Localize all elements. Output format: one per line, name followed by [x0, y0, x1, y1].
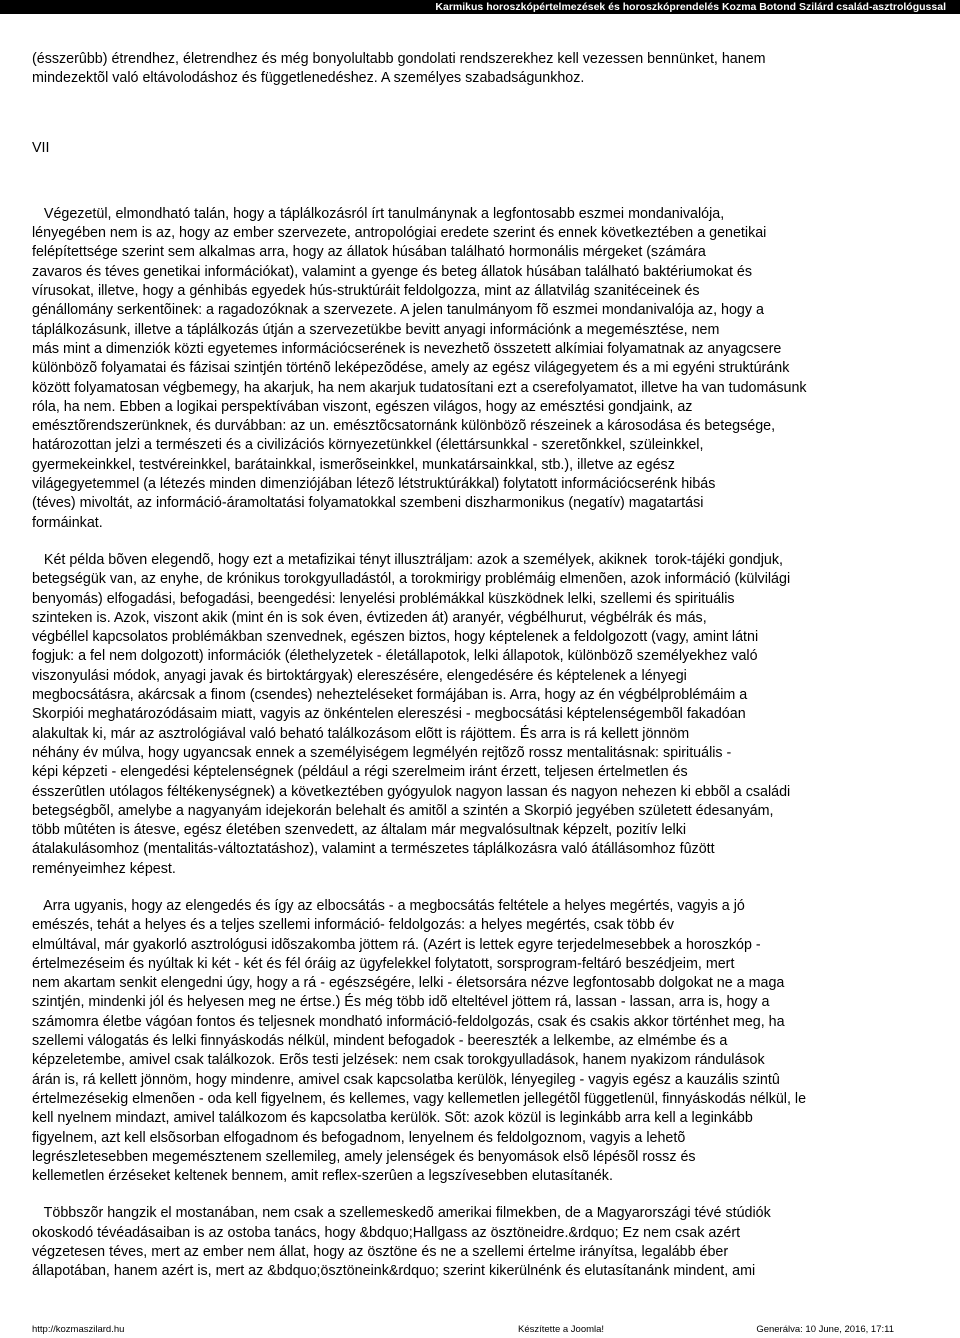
- text-line: számomra életbe vágóan fontos és teljesnek mondható információ-feldolgozás, csak és csakis akkor történhet meg, ha: [32, 1013, 785, 1030]
- article-body: [32, 50, 950, 1282]
- text-line: figyelnem, azt kell elsõsorban elfogadnom és befogadnom, lenyelnem és feldolgoznom, vagyis a lehetõ: [32, 1129, 686, 1146]
- text-line: gyermekeinkkel, testvéreinkkel, barátainkkal, ismerõseinkkel, munkatársainkkal, stb.), illetve az egész: [32, 456, 675, 473]
- text-line: felépítettsége szerint sem alkalmas arra, hogy az állatok húsában található hormonális mérgeket (számára: [32, 244, 706, 261]
- text-line: reményeimhez képest.: [32, 860, 176, 877]
- site-title: Karmikus horoszkópértelmezések és horoszkóprendelés Kozma Botond Szilárd család-asztrológussal: [435, 1, 946, 13]
- text-line: fogjuk: a fel nem dolgozott) információk (élethelyzetek - életállapotok, lelki állapotok, különbözõ személyekhez való: [32, 648, 758, 665]
- text-line: vírusokat, illetve, hogy a génhibás egyedek hús-struktúráit feldolgozza, mint az állatvilág szanitéceinek és: [32, 283, 700, 300]
- paragraph-4: [32, 1204, 950, 1281]
- text-line: emészés, tehát a helyes és a teljes szellemi információ- feldolgozás: a helyes megértés, csak több év: [32, 917, 675, 934]
- text-line: mindezektõl való eltávolodáshoz és függetlenedéshez. A személyes szabadságunkhoz.: [32, 70, 585, 87]
- text-line: között folyamatosan végbemegy, ha akarjuk, ha nem akarjuk tudatosítani ezt a cserefolyamatot, illetve ha van tudomásunk: [32, 379, 807, 396]
- text-line: betegségbõl, amelybe a nagyanyám idejekorán belehalt és amitõl a szintén a Skorpió jegyében született édesanyám,: [32, 802, 774, 819]
- text-line: szintjén, mindenki jól és helyesen meg ne értse.) És még több idõ elteltével jöttem rá, lassan - lassan, arra is, hogy a: [32, 994, 770, 1011]
- text-line: értelmezésekig elmenõen - oda kell figyelnem, és kellemes, vagy kellemetlen jellegétõl függetlenül, finnyáskodás nélkül, le: [32, 1090, 807, 1107]
- text-line: génállomány serkentõinek: a ragadozóknak a szervezete. A jelen tanulmányom fõ eszmei mondanivalója az, hogy a: [32, 302, 764, 319]
- paragraph-3: [32, 897, 950, 1186]
- text-line: viszonyulási módok, anyagi javak és birtoktárgyak) elereszésére, elengedésére és képtelenek a lényegi: [32, 667, 687, 684]
- footer-credit: Készítette a Joomla!: [518, 1324, 605, 1335]
- text-line: okoskodó tévéadásaiban is az ostoba tanács, hogy &bdquo;Hallgass az ösztöneidre.&rdquo; Ez nem csak azért: [32, 1224, 741, 1241]
- text-line: szinteken is. Azok, viszont akik (mint én is sok éven, évtizeden át) aranyér, végbélhurut, végbélrák és más,: [32, 609, 707, 626]
- text-line: más mint a dimenziók közti egyetemes információcserének is nevezhetõ összetett alkímiai folyamatnak az anyagcsere: [32, 340, 782, 357]
- text-line: róla, ha nem. Ebben a logikai perspektívában viszont, egészen világos, hogy az emésztési gondjaink, az: [32, 398, 693, 415]
- text-line: Skorpiói meghatározódásaim miatt, vagyis az önkéntelen elereszési - megbocsátási képtelenségembõl fakadóan: [32, 706, 746, 723]
- text-line: több mûtéten is átesve, egész életében szenvedett, az általam már megvalósultnak képzelt, pozitív lelki: [32, 822, 687, 839]
- text-line: betegségük van, az enyhe, de krónikus torokgyulladástól, a torokmirigy problémáig elmenõen, azok információ (külvilági: [32, 571, 791, 588]
- section-heading: VII: [32, 139, 50, 156]
- text-line: kell nyelnem mindazt, amivel találkozom és kapcsolatba kerülök. Sõt: azok közül is leginkább arra kell a leginkább: [32, 1110, 753, 1127]
- page-header: [0, 0, 960, 14]
- text-line: néhány év múlva, hogy ugyancsak ennek a személyiségem legmélyén rejtõzõ rossz mentalitásnak: spirituális -: [32, 744, 732, 761]
- text-line: értelmezéseim és nyúltak ki két - két és fél óráig az ügyfelekkel folytatott, sorsprogram-feltáró beszédjeim, mert: [32, 955, 735, 972]
- text-line: (téves) mivoltát, az információ-áramoltatási folyamatokkal szembeni diszharmonikus (negatív) magatartási: [32, 495, 704, 512]
- text-line: szellemi válogatás és lelki finnyáskodás nélkül, mindent befogadok - beereszték a lelkembe, az elmémbe és a: [32, 1033, 728, 1050]
- text-line: zavaros és téves genetikai információkat), valamint a gyenge és beteg állatok húsában található baktériumokat és: [32, 263, 753, 280]
- text-line: határozottan jelzi a természeti és a civilizációs környezetünkkel (élettársunkkal - szeretõnkkel, szüleinkkel,: [32, 437, 704, 454]
- page-footer: [32, 1324, 894, 1336]
- text-line: formáinkat.: [32, 514, 103, 531]
- text-line: alakultak ki, már az asztrológiával való beható találkozásom elõtt is rájöttem. És arra is rá kellett jönnöm: [32, 725, 690, 742]
- text-line: nem akartam senkit elengedni úgy, hogy a rá - egészségére, lelki - életsorsára nézve legfontosabb dolgokat ne a maga: [32, 975, 785, 992]
- intro-paragraph: [32, 50, 950, 89]
- text-line: végbéllel kapcsolatos problémákban szenvednek, egészen biztos, hogy képtelenek a feldolgozott (vagy, amint látni: [32, 629, 759, 646]
- text-line: végzetesen téves, mert az ember nem állat, hogy az ösztöne és ne a szellemi értelme irányítsa, legalább éber: [32, 1244, 729, 1261]
- text-line: megbocsátásra, akárcsak a finom (csendes) nehezteléseket formájában is. Arra, hogy az én végbélproblémáim a: [32, 687, 748, 704]
- text-line: legrészletesebben megemésztenem szellemileg, amely jelenségek és benyomások elsõ lépésõl rossz és: [32, 1148, 696, 1165]
- text-line: képi képzeti - elengedési képtelenségnek (például a régi szerelmeim iránt érzett, teljesen értelmetlen és: [32, 764, 688, 781]
- text-line: különbözõ folyamatai és fázisai szintjén történõ leképezõdése, amely az egész világegyetem és a mi egyéni struktúránk: [32, 360, 790, 377]
- text-line: Többszõr hangzik el mostanában, nem csak a szellemeskedõ amerikai filmekben, de a Magyarországi tévé stúdiók: [32, 1205, 771, 1222]
- footer-url-link[interactable]: http://kozmaszilard.hu: [32, 1324, 125, 1335]
- text-line: lényegében nem is az, hogy az ember szervezete, antropológiai eredete szerint és ennek következtében a genetikai: [32, 225, 767, 242]
- text-line: elmúltával, már gyakorló asztrológusi idõszakomba jöttem rá. (Azért is lettek egyre terjedelmesebbek a horoszkóp -: [32, 936, 761, 953]
- text-line: benyomás) elfogadási, befogadási, beengedési: lenyelési problémákkal küszködnek lelki, szellemi és spirituális: [32, 590, 735, 607]
- paragraph-1: [32, 205, 950, 533]
- footer-generated-date: Generálva: 10 June, 2016, 17:11: [756, 1324, 894, 1335]
- text-line: kellemetlen érzéseket keltenek bennem, amit reflex-szerûen a legszívesebben elutasítanék.: [32, 1168, 613, 1185]
- text-line: Két példa bõven elegendõ, hogy ezt a metafizikai tényt illusztráljam: azok a személyek, akiknek torok-tájéki gondjuk,: [32, 551, 783, 568]
- paragraph-2: [32, 551, 950, 879]
- text-line: ésszerûtlen utólagos féltékenységnek) a következtében gyógyulok nagyon lassan és nagyon nehezen ki ebbõl a családi: [32, 783, 791, 800]
- text-line: (ésszerûbb) étrendhez, életrendhez és még bonyolultabb gondolati rendszerekhez kell vezessen bennünket, hanem: [32, 51, 766, 67]
- text-line: képzeletembe, amivel csak találkozok. Erõs testi jelzések: nem csak torokgyulladások, hanem nyakizom rándulások: [32, 1052, 765, 1069]
- text-line: Arra ugyanis, hogy az elengedés és így az elbocsátás - a megbocsátás feltétele a helyes megértés, vagyis a jó: [32, 897, 745, 914]
- text-line: árán is, rá kellett jönnöm, hogy mindenre, amivel csak kapcsolatba kerülök, lényegileg - vagyis egész a kauzális szintû: [32, 1071, 780, 1088]
- text-line: Végezetül, elmondható talán, hogy a táplálkozásról írt tanulmánynak a legfontosabb eszmei mondanivalója,: [32, 205, 725, 222]
- text-line: átalakulásomhoz (mentalitás-változtatáshoz), valamint a természetes táplálkozásra való átállásomhoz fûzött: [32, 841, 715, 858]
- text-line: táplálkozásunk, illetve a táplálkozás útján a szervezetükbe bevitt anyagi információnk a megemésztése, nem: [32, 321, 720, 338]
- text-line: világegyetemmel (a létezés minden dimenziójában létezõ létstruktúrákkal) folytatott információcserénk hibás: [32, 476, 716, 493]
- text-line: emésztõrendszerünknek, és durvábban: az un. emésztõcsatornánk különbözõ részeinek a károsodása és betegsége,: [32, 418, 776, 435]
- text-line: állapotában, hanem azért is, mert az &bdquo;ösztöneink&rdquo; szerint kikerülnénk és elutasítanánk mindent, ami: [32, 1263, 756, 1280]
